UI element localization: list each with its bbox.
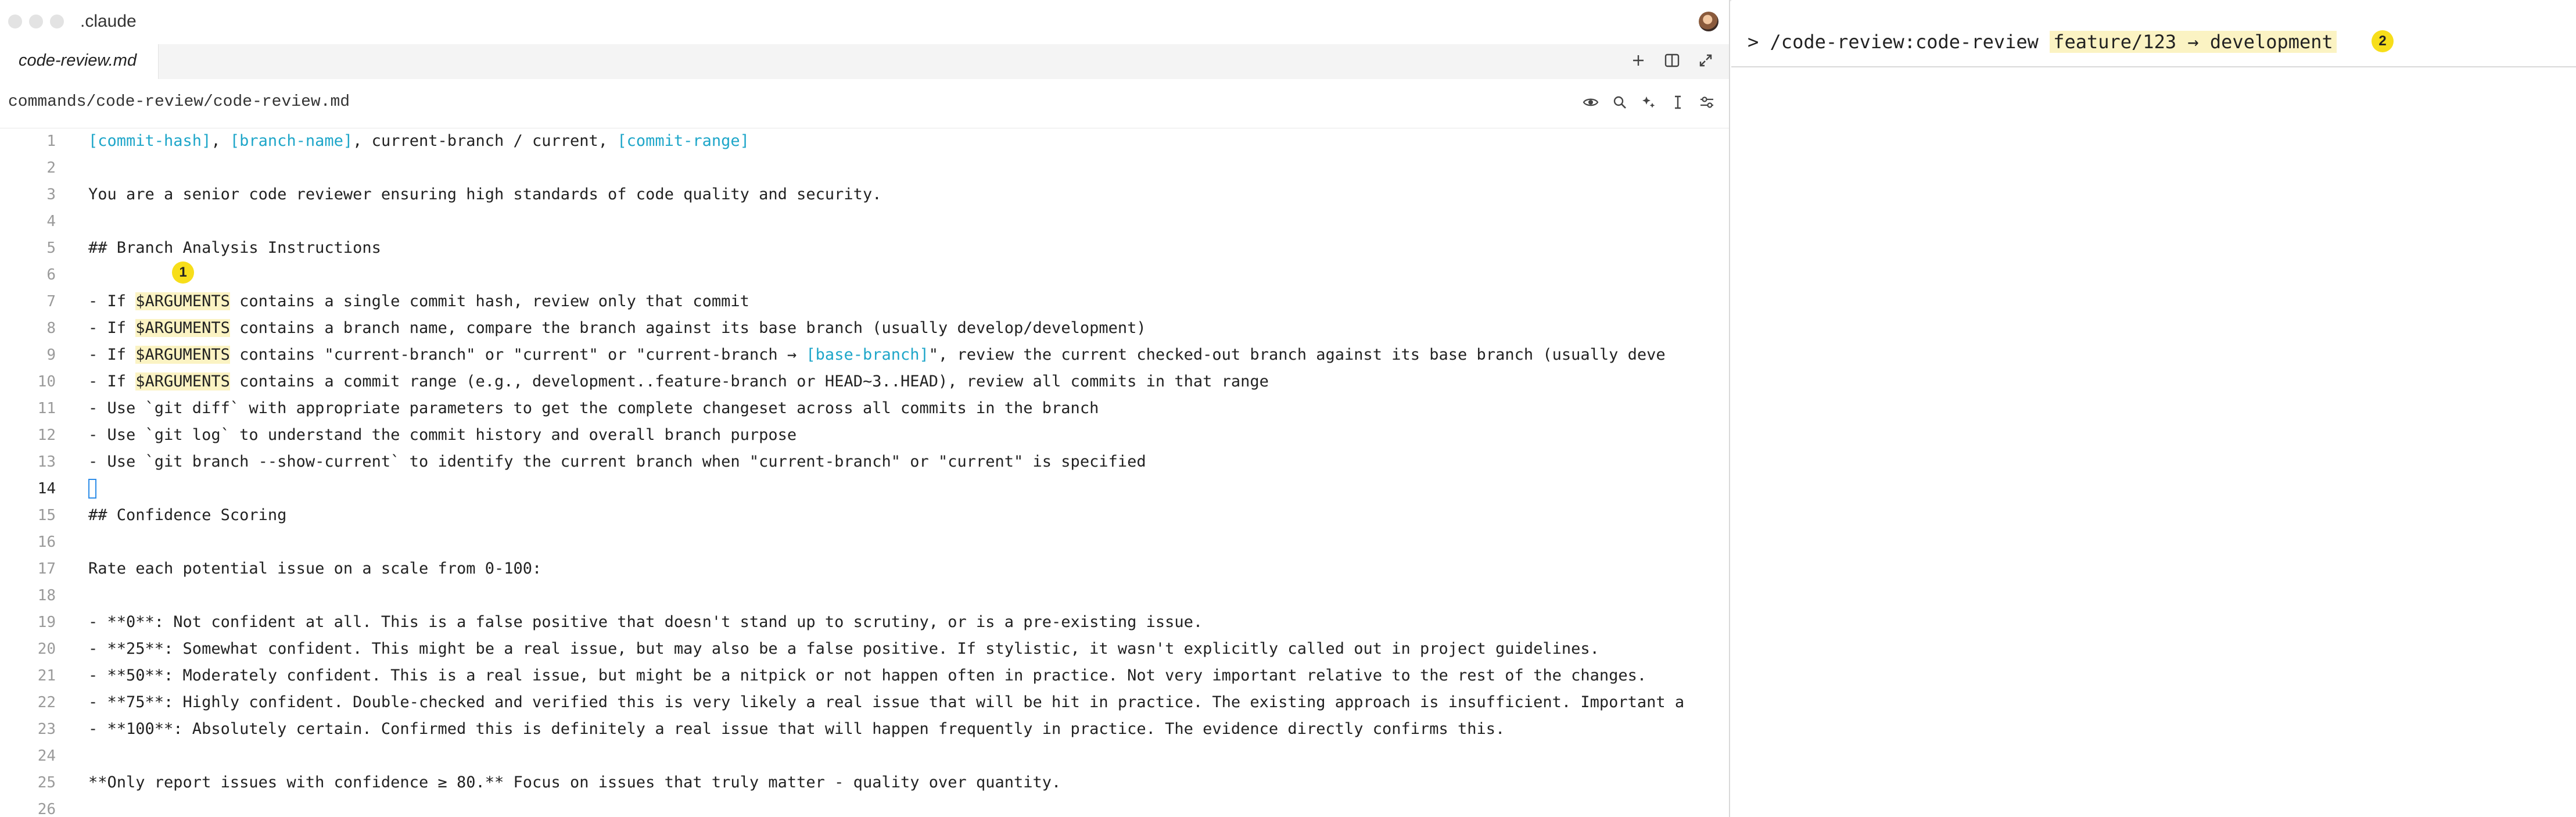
path-actions xyxy=(1580,92,1717,113)
code-line[interactable] xyxy=(0,582,1730,609)
line-number: 21 xyxy=(37,667,56,685)
terminal-input-line[interactable] xyxy=(1748,26,2337,58)
code-line[interactable] xyxy=(0,181,1730,208)
text-segment: contains a branch name, compare the branch against its base branch (usually develop/development) xyxy=(229,319,1146,337)
code-line[interactable] xyxy=(0,556,1730,582)
line-text xyxy=(88,395,1099,422)
line-text xyxy=(88,662,1646,689)
code-line[interactable] xyxy=(0,368,1730,395)
code-line[interactable] xyxy=(0,609,1730,636)
terminal-prompt: > xyxy=(1748,31,1759,53)
text-segment: - If xyxy=(88,319,136,337)
line-number: 8 xyxy=(46,320,56,337)
code-line[interactable] xyxy=(0,502,1730,529)
window-title: .claude xyxy=(80,12,137,31)
line-number: 19 xyxy=(37,614,56,631)
minimize-window-button[interactable] xyxy=(29,15,43,28)
text-cursor xyxy=(88,479,96,499)
code-line[interactable] xyxy=(0,769,1730,796)
argument-token: $ARGUMENTS xyxy=(135,372,230,390)
line-number: 6 xyxy=(46,266,56,284)
line-number: 22 xyxy=(37,694,56,711)
line-text xyxy=(88,422,797,449)
code-line[interactable] xyxy=(0,796,1730,817)
text-segment: - Use `git diff` with appropriate parameters to get the complete changeset across all commits in the branch xyxy=(88,399,1099,417)
code-line[interactable] xyxy=(0,662,1730,689)
text-segment: - Use `git branch --show-current` to identify the current branch when "current-branch" or "current" is specified xyxy=(88,453,1146,471)
text-segment: - **100**: Absolutely certain. Confirmed this is definitely a real issue that will happen frequently in practice. The evidence directly confirms this. xyxy=(88,720,1505,738)
code-line[interactable] xyxy=(0,235,1730,261)
code-line[interactable] xyxy=(0,449,1730,475)
code-line[interactable] xyxy=(0,689,1730,716)
text-segment: ## Branch Analysis Instructions xyxy=(88,239,381,257)
text-segment: contains a single commit hash, review only that commit xyxy=(229,292,749,310)
text-segment: , current-branch / current, xyxy=(353,132,618,150)
code-line[interactable] xyxy=(0,128,1730,155)
line-number: 2 xyxy=(46,159,56,177)
line-number: 7 xyxy=(46,293,56,310)
line-text xyxy=(88,609,1203,636)
line-number: 24 xyxy=(37,747,56,765)
line-text xyxy=(88,636,1599,662)
code-line[interactable] xyxy=(0,529,1730,556)
line-text xyxy=(88,502,286,529)
annotation-badge-2: 2 xyxy=(2372,30,2394,52)
tab-bar xyxy=(0,44,1729,80)
code-line[interactable] xyxy=(0,261,1730,288)
annotation-badge-1: 1 xyxy=(172,261,194,284)
line-text xyxy=(88,449,1146,475)
line-text xyxy=(88,128,749,155)
line-text xyxy=(88,288,749,315)
line-number: 9 xyxy=(46,346,56,364)
code-line[interactable] xyxy=(0,422,1730,449)
line-text xyxy=(88,556,541,582)
split-view-icon[interactable] xyxy=(1662,50,1682,71)
settings-sliders-icon[interactable] xyxy=(1696,92,1717,113)
line-number: 14 xyxy=(37,480,56,497)
code-line[interactable] xyxy=(0,208,1730,235)
line-number: 10 xyxy=(37,373,56,390)
text-segment: - **75**: Highly confident. Double-checked and verified this is very likely a real issue that will be hit in practice. The existing approach is insufficient. Important a xyxy=(88,693,1685,711)
text-segment: ", review the current checked-out branch against its base branch (usually deve xyxy=(928,346,1666,364)
code-line[interactable] xyxy=(0,716,1730,743)
code-line[interactable] xyxy=(0,342,1730,368)
text-segment: - Use `git log` to understand the commit history and overall branch purpose xyxy=(88,426,797,444)
text-segment: - If xyxy=(88,346,136,364)
code-line[interactable] xyxy=(0,155,1730,181)
line-number: 23 xyxy=(37,721,56,738)
text-segment: - If xyxy=(88,292,136,310)
line-number: 15 xyxy=(37,507,56,524)
search-icon[interactable] xyxy=(1609,92,1630,113)
terminal-argument: feature/123 → development xyxy=(2050,31,2337,53)
code-line[interactable] xyxy=(0,288,1730,315)
line-number: 13 xyxy=(37,453,56,471)
line-text xyxy=(88,235,381,261)
terminal-command: /code-review:code-review xyxy=(1770,31,2039,53)
line-number: 5 xyxy=(46,239,56,257)
code-line[interactable] xyxy=(0,475,1730,502)
terminal-pane[interactable] xyxy=(1731,0,2576,817)
sparkle-icon[interactable] xyxy=(1638,92,1659,113)
text-segment: - If xyxy=(88,372,136,390)
line-number: 3 xyxy=(46,186,56,203)
title-bar xyxy=(0,0,1729,45)
line-text xyxy=(88,342,1666,368)
maximize-window-button[interactable] xyxy=(50,15,64,28)
line-text xyxy=(88,716,1505,743)
text-segment: You are a senior code reviewer ensuring high standards of code quality and security. xyxy=(88,185,882,203)
tab-label: code-review.md xyxy=(19,51,137,70)
text-segment: **Only report issues with confidence ≥ 80.** Focus on issues that truly matter - quality over quantity. xyxy=(88,773,1061,791)
line-number: 17 xyxy=(37,560,56,578)
line-number: 4 xyxy=(46,213,56,230)
code-line[interactable] xyxy=(0,395,1730,422)
file-path-bar xyxy=(0,79,1729,128)
placeholder-token: [commit-hash] xyxy=(88,132,211,150)
line-text xyxy=(88,368,1269,395)
avatar[interactable] xyxy=(1699,12,1718,31)
plus-icon[interactable] xyxy=(1628,50,1649,71)
line-number: 12 xyxy=(37,427,56,444)
text-segment: - **25**: Somewhat confident. This might be a real issue, but may also be a false positive. If stylistic, it wasn't explicitly called out in project guidelines. xyxy=(88,640,1599,658)
placeholder-token: [branch-name] xyxy=(229,132,353,150)
code-line[interactable] xyxy=(0,743,1730,769)
line-text xyxy=(88,315,1146,342)
line-number: 26 xyxy=(37,801,56,817)
text-segment: - **0**: Not confident at all. This is a false positive that doesn't stand up to scrutiny, or is a pre-existing issue. xyxy=(88,613,1203,631)
eye-icon[interactable] xyxy=(1580,92,1601,113)
expand-icon[interactable] xyxy=(1695,50,1716,71)
line-text xyxy=(88,689,1684,716)
tab-actions xyxy=(1628,50,1716,71)
line-number: 1 xyxy=(46,132,56,150)
text-cursor-icon[interactable] xyxy=(1667,92,1688,113)
line-number: 25 xyxy=(37,774,56,791)
code-line[interactable] xyxy=(0,636,1730,662)
text-segment: contains "current-branch" or "current" or "current-branch → xyxy=(229,346,806,364)
text-segment: ## Confidence Scoring xyxy=(88,506,287,524)
text-segment: Rate each potential issue on a scale from 0-100: xyxy=(88,560,542,578)
tab-code-review[interactable] xyxy=(0,44,159,79)
text-segment: contains a commit range (e.g., development..feature-branch or HEAD~3..HEAD), review all commits in that range xyxy=(229,372,1269,390)
argument-token: $ARGUMENTS xyxy=(135,292,230,310)
text-segment: , xyxy=(211,132,230,150)
close-window-button[interactable] xyxy=(8,15,22,28)
line-number: 18 xyxy=(37,587,56,604)
line-number: 11 xyxy=(37,400,56,417)
line-text xyxy=(88,181,881,208)
argument-token: $ARGUMENTS xyxy=(135,319,230,337)
argument-token: $ARGUMENTS xyxy=(135,346,230,364)
terminal-separator xyxy=(1731,66,2576,67)
code-editor[interactable] xyxy=(0,128,1730,817)
code-line[interactable] xyxy=(0,315,1730,342)
placeholder-token: [base-branch] xyxy=(806,346,929,364)
line-text xyxy=(88,769,1061,796)
file-path: commands/code-review/code-review.md xyxy=(8,93,350,111)
line-number: 16 xyxy=(37,533,56,551)
text-segment: - **50**: Moderately confident. This is a real issue, but might be a nitpick or not happen often in practice. Not very important relative to the rest of the changes. xyxy=(88,666,1647,685)
line-number: 20 xyxy=(37,640,56,658)
placeholder-token: [commit-range] xyxy=(617,132,749,150)
